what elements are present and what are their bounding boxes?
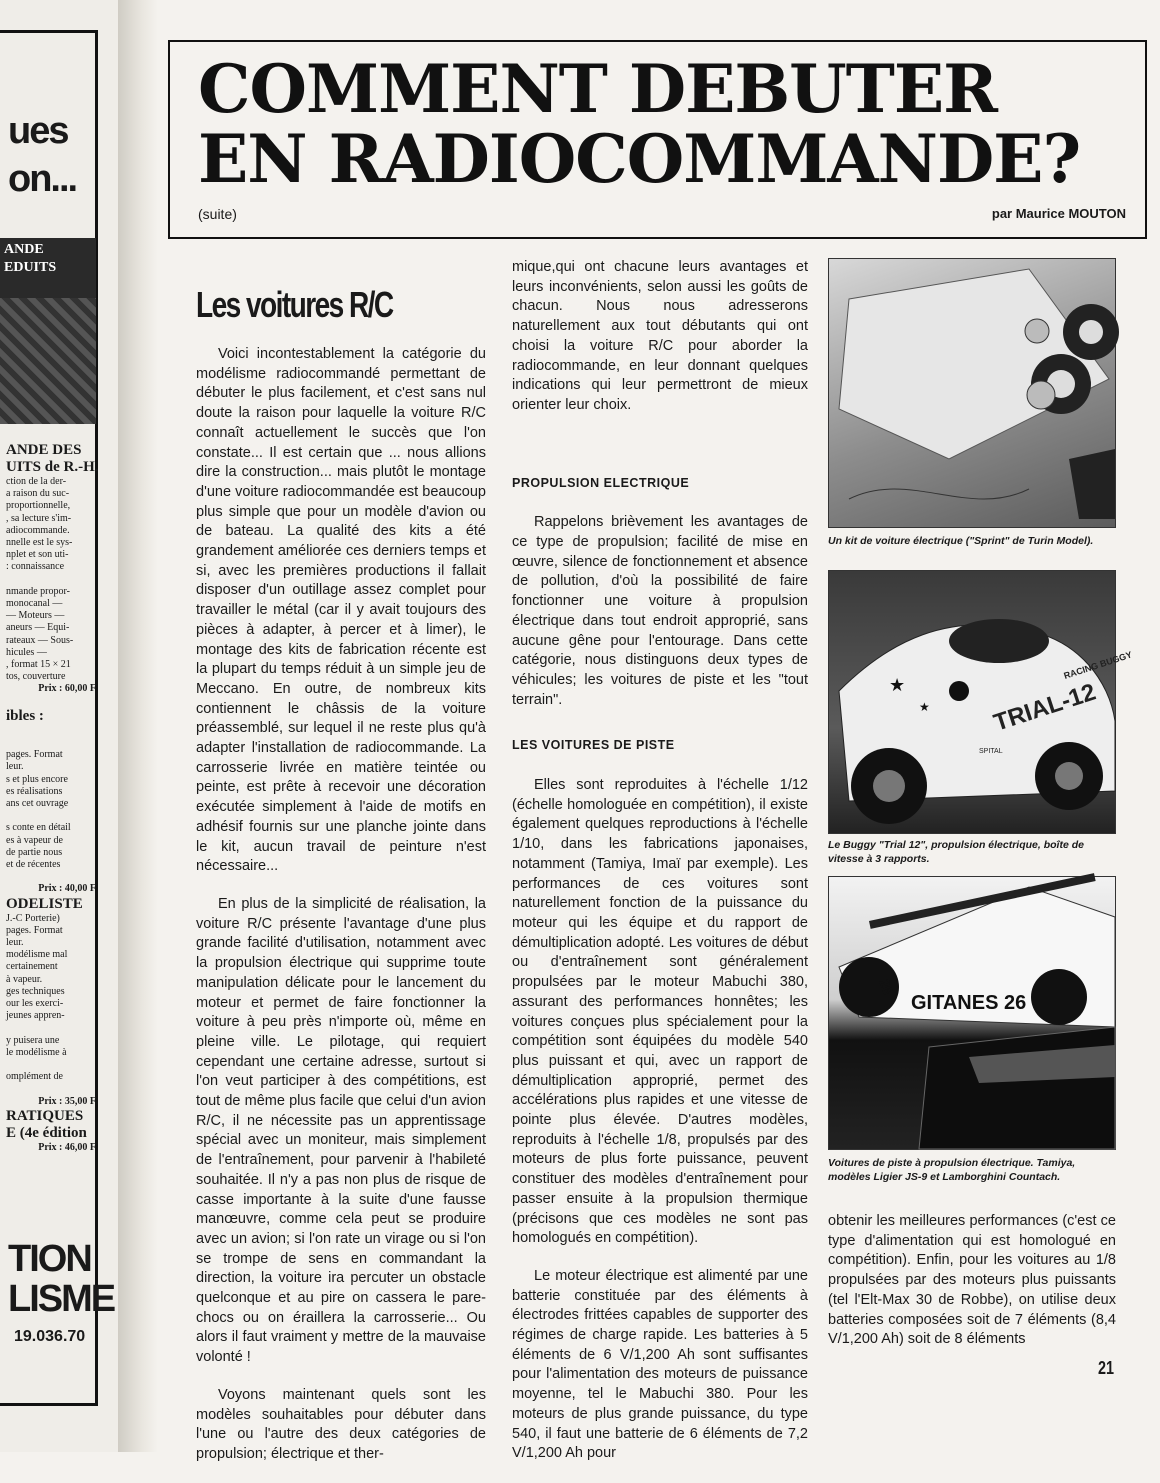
prev-page-line: UITS de R.-H. [6,459,99,475]
prev-page-line: — Moteurs — [6,610,65,622]
prev-page-line: a raison du suc- [6,488,70,500]
prev-page-heading-1: ues [8,110,68,152]
prev-page-text [6,442,99,1154]
gitanes-label: GITANES 26 [911,992,1027,1014]
prev-page-line: , format 15 × 21 [6,659,71,671]
prev-page-line: leur. [6,936,24,948]
kit-photo-drawing [829,259,1115,527]
prev-page-line: ges techniques [6,985,65,997]
prev-page-line: Prix : 60,00 F [38,683,96,695]
prev-page-line: à vapeur. [6,973,43,985]
prev-page-line: E (4e édition [6,1124,87,1141]
author-byline: par Maurice MOUTON [991,206,1126,221]
prev-page-line: : connaissance [6,561,65,573]
buggy-photo-caption: Le Buggy "Trial 12", propulsion électrique, boîte de vitesse à 3 rapports. [828,839,1084,865]
prev-page-line: modélisme mal [6,949,68,961]
subheading-propulsion-electrique: PROPULSION ELECTRIQUE [512,475,690,490]
prev-page-line: adiocommande. [6,524,70,536]
prev-page-banner-2: LISME [8,1278,115,1320]
prev-page-line: RATIQUES [6,1107,84,1124]
prev-page-line: ibles : [6,707,44,724]
article-title-line-2: EN RADIOCOMMANDE? [198,120,1081,198]
prev-page-line: Prix : 35,00 F [38,1095,96,1107]
prev-page-line [6,810,96,822]
prev-page-line [6,1083,96,1095]
paragraph: Le moteur électrique est alimenté par une batterie constituée par des éléments à électrodes frittées capables de supporter des régimes de charge rapide. Les batteries à 5 éléments de 6 V/1,200 Ah sont suffisantes pour l'alimentation des moteurs de puissance moyenne, tel le Mabuchi 380. Pour les moteurs de plus grande puissance, du type 540, il faut une batterie de 6 éléments de 7,2 V/1,200 Ah pour [512,1267,808,1462]
book-cover-image [0,238,96,424]
prev-page-line: le modélisme à [6,1046,67,1058]
prev-page-line: our les exerci- [6,998,64,1009]
star-decal-icon: ★ [919,700,930,714]
buggy-photo-drawing [829,571,1134,833]
page-number: 21 [1097,1358,1114,1378]
prev-page-line: aneurs — Equi- [6,622,70,634]
ligier-photo [828,876,1116,1150]
prev-page-line [6,696,96,708]
prev-page-line [6,737,96,749]
prev-page-line: y puisera une [6,1034,60,1046]
prev-page-line: de partie nous [6,846,63,858]
prev-page-line: s et plus encore [6,773,68,785]
book-spine-shadow [118,0,158,1452]
ligier-photo-caption: Voitures de piste à propulsion électrique. Tamiya, modèles Ligier JS-9 et Lamborghini Countach. [828,1157,1076,1183]
book-cover-title-1: ANDE [4,242,44,257]
prev-page-line [6,871,96,883]
paragraph: mique,qui ont chacune leurs avantages et leurs inconvénients, selon aussi les goûts de chacun. Nous nous adresserons naturellement aux tout débutants qui ont choisi la voiture R/C pour aborder la radiocommande, en leur donnant quelques indications qui leur permettront de mieux orienter leur choix. [512,259,808,413]
prev-page-line [6,725,96,737]
prev-page-line: , sa lecture s'im- [6,512,72,524]
prev-page-line: ODELISTE [6,895,83,912]
subheading-voitures-de-piste: LES VOITURES DE PISTE [512,738,675,753]
car-number-label: 26 [876,976,897,997]
article-title-line-1: COMMENT DEBUTER [198,50,998,128]
column-3 [828,1212,1116,1368]
kit-photo [828,258,1116,528]
previous-page-strip [0,0,118,1452]
buggy-racing-label: RACING BUGGY [1062,649,1134,681]
paragraph: Elles sont reproduites à l'échelle 1/12 (échelle homologuée en compétition), il existe également quelques reproductions à l'échelle 1/10, dans les fabrications japonaises, notamment (Tamiya, Imaï par exemple). Les performances de ces voitures sont naturellement fonction de la puissance du moteur qui les équipe et du rapport de démultiplication adopté. Les voitures de début ou d'entraînement sont généralement propulsées par le moteur Mabuchi 380, assurant des performances honnêtes; les voitures conçues plus spécialement pour la compétition sont équipées du modèle 540 plus puissant et qui, avec un rapport de démultiplication approprié, permet des accélérations plus rapides et une vitesse de pointe plus élevée. D'autres modèles, reproduits à l'échelle 1/8, propulsés par des moteurs de plus forte puissance, peuvent constituer des modèles d'entraînement pour passer ensuite à la propulsion thermique (précisons que ces modèles ne sont pas homologués en compétition). [512,777,808,1247]
prev-page-line: et de récentes [6,859,61,870]
prev-page-heading-2: on... [8,158,77,200]
prev-page-line: rateaux — Sous- [6,634,74,646]
prev-page-line: Prix : 46,00 F [38,1141,96,1153]
prev-page-line [6,1059,96,1071]
buggy-photo [828,570,1134,834]
article-title [198,50,1081,198]
prev-page-line: nnelle est le sys- [6,537,73,549]
prev-page-line: ANDE DES [6,442,82,458]
prev-page-line: ction de la der- [6,476,67,487]
prev-page-line: omplément de [6,1071,63,1083]
prev-page-line: es à vapeur de [6,834,63,846]
prev-page-line: s conte en détail [6,822,71,834]
prev-page-line: proportionnelle, [6,500,71,512]
prev-page-line: pages. Format [6,924,63,936]
section-title: Les voitures R/C [196,284,393,325]
prev-page-line: ans cet ouvrage [6,798,69,809]
prev-page-line: J.-C Porterie) [6,912,60,924]
column-1 [196,345,486,1483]
prev-page-line: nmande propor- [6,585,70,597]
prev-page-line: Prix : 40,00 F [38,883,96,895]
prev-page-line: nplet et son uti- [6,549,69,561]
paragraph: Voici incontestablement la catégorie du modélisme radiocommandé permettant de débuter le plus facilement, et c'est sans nul doute la raison pour laquelle la voiture R/C connaît actuellement le succès que l'on constate... Il est certain que ... nous allions dire la construction... mais plutôt le montage d'une voiture radiocommandée est beaucoup plus simple que pour un modèle d'avion ou de bateau. La qualité des kits a été grandement améliorée ces derniers temps et si, avec les premières productions il fallait disposer d'un outillage assez complet pour travailler le métal (car il y avait toujours des pièces à adapter, à percer et à limer), le montage des kits de fabrication récente est la plupart du temps réduit à un simple jeu de Meccano. En outre, de nombreux kits contiennent le châssis de la voiture préassemblé, sur lequel il ne reste plus qu'à adapter l'installation de radiocommande. La carrosserie livrée en matière teintée ou peinte, est prête à recevoir une décoration exécutée simplement à l'aide de motifs en adhésif fournis sur une planche jointe dans le kit, aucun travail de peinture n'est nécessaire... [196,346,486,875]
paragraph: Voyons maintenant quels sont les modèles souhaitables pour débuter dans l'une ou l'autre des deux catégories de propulsion; électrique et ther- [196,1386,486,1462]
paragraph: En plus de la simplicité de réalisation, la voiture R/C présente l'avantage d'une plus grande facilité d'utilisation, notamment avec la propulsion électrique qui supprime toute manipulation délicate pour le lancement du moteur et permet de faire fonctionner la voiture à peu près n'importe où, même en pleine ville. Le pilotage, qui requiert cependant une certaine adresse, surtout si l'on veut participer à des compétitions, est tout de même plus facile que celui d'un avion R/C, il ne nécessite pas un apprentissage spécial avec un moniteur, mais simplement de l'entraînement, pour parvenir à l'habileté souhaitée. Il n'y a pas non plus de risque de casse importante à la suite d'une fausse manœuvre, comme cela peut se produire avec un avion; si l'on rate un virage ou si l'on se trompe de sens en commandant la direction, la voiture ira percuter un obstacle quelconque et au pire on cassera le pare-chocs ou on éraillera la carrosserie... Ou alors il faut vraiment y mettre de la mauvaise volonté ! [196,895,486,1366]
star-decal-icon: ★ [889,675,906,695]
prev-page-banner-1: TION [8,1238,91,1280]
book-cover-title-2: EDUITS [4,260,57,275]
column-2 [512,258,808,1482]
continued-label: (suite) [198,206,237,222]
buggy-spital-label: SPITAL [979,748,1003,755]
prev-page-line [6,574,96,586]
prev-page-line: pages. Format [6,749,63,761]
ligier-photo-drawing [829,877,1115,1149]
buggy-label: TRIAL-12 [990,678,1100,737]
prev-page-line: monocanal — [6,598,63,610]
prev-page-line: leur. [6,761,24,773]
kit-photo-caption: Un kit de voiture électrique ("Sprint" de Turin Model). [828,535,1094,547]
prev-page-line [6,1022,96,1034]
prev-page-line: hicules — [6,646,47,658]
paragraph: Rappelons brièvement les avantages de ce type de propulsion; facilité de mise en œuvre, silence de fonctionnement et absence de pollution, d'où la possibilité de faire fonctionner une voiture à propulsion électrique dans tout endroit approprié, sans aucune gêne pour l'entourage. Dans cette catégorie, nous distinguons deux types de véhicules; les voitures de piste et les "tout terrain". [512,514,808,708]
book-cover-illustration [0,298,96,424]
prev-page-phone: 19.036.70 [14,1328,86,1345]
prev-page-line: tos, couverture [6,671,66,683]
prev-page-line: es réalisations [6,785,63,797]
prev-page-line: certainement [6,961,58,973]
prev-page-line: jeunes appren- [6,1010,65,1022]
paragraph: obtenir les meilleures performances (c'est ce type d'alimentation qui est homologué en compétition). Enfin, pour les voitures au 1/8 propulsées par des moteurs plus puissants (tel l'Elt-Max 30 de Robbe), on utilise deux batteries composées soit de 7 éléments (8,4 V/1,200 Ah) soit de 8 éléments [828,1213,1116,1348]
